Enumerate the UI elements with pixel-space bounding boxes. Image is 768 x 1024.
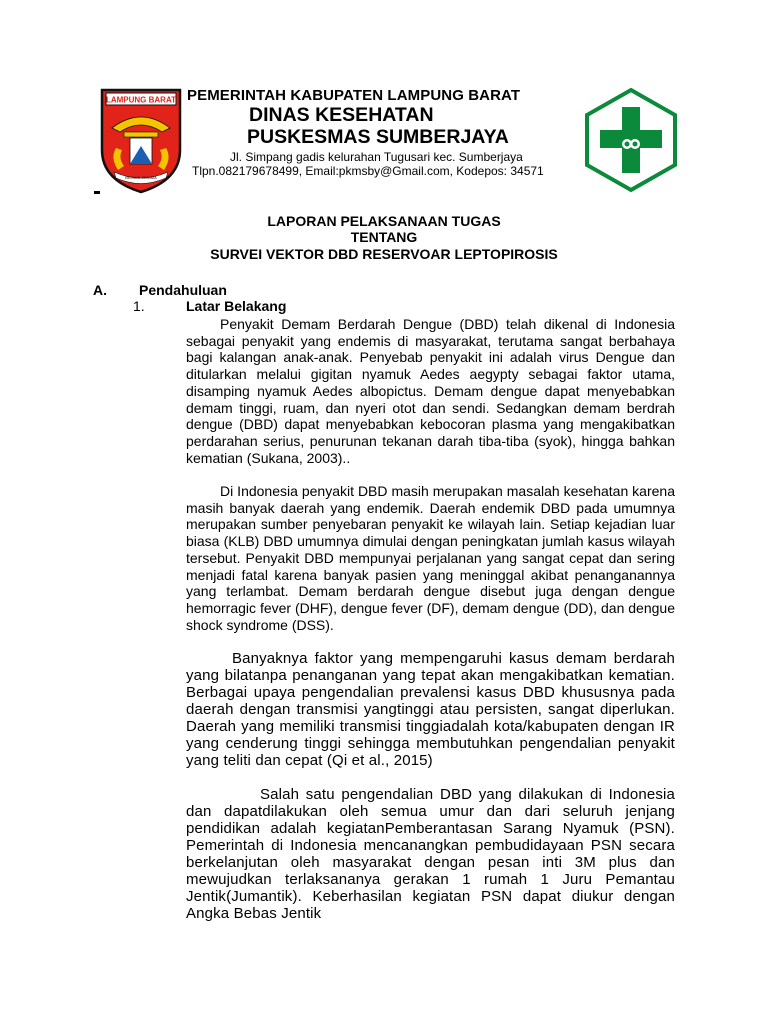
paragraph-3: Banyaknya faktor yang mempengaruhi kasus demam berdarah yang bilatanpa penanganan yang tepat akan mengakibatkan kematian. Berbagai upaya pengendalian prevalensi kasus DBD khususnya pada daerah dengan transmisi yangtinggi atau persisten, sangat diperlukan. Daerah yang memiliki transmisi tinggiadalah kota/kabupaten dengan IR yang cenderung tinggi sehingga membutuhkan pengendalian penyakit yang teliti dan cepat (Qi et al., 2015) [186,650,675,769]
report-title-line-1: LAPORAN PELAKSANAAN TUGAS [267,213,501,229]
emblem-label: LAMPUNG BARAT [105,95,177,105]
lampung-barat-emblem [100,88,182,194]
paragraph-2: Di Indonesia penyakit DBD masih merupakan masalah kesehatan karena masih banyak daerah yang endemik. Daerah endemik DBD pada umumnya merupakan sumber penyebaran penyakit ke wilayah lain. Setiap kejadian luar biasa (KLB) DBD umumnya dimulai dengan peningkatan jumlah kasus wilayah tersebut. Penyakit DBD mempunyai perjalanan yang sangat cepat dan sering menjadi fatal karena banyak pasien yang meninggal akibat penanganannya yang terlambat. Demam berdarah dengue disebut juga dengan dengue hemorragic fever (DHF), dengue fever (DF), demam dengue (DD), dan dengue shock syndrome (DSS). [186,483,675,633]
paragraph-4: Salah satu pengendalian DBD yang dilakukan di Indonesia dan dapatdilakukan oleh semua umur dan dari seluruh jenjang pendidikan adalah kegiatanPemberantasan Sarang Nyamuk (PSN). Pemerintah di Indonesia mencanangkan pembudidayaan PSN secara berkelanjutan oleh masyarakat dengan pesan inti 3M plus dan mewujudkan terlaksananya gerakan 1 rumah 1 Juru Pemantau Jentik(Jumantik). Keberhasilan kegiatan PSN dapat diukur dengan Angka Bebas Jentik [186,786,675,922]
government-name: PEMERINTAH KABUPATEN LAMPUNG BARAT [187,87,521,104]
section-letter: A. [93,282,107,298]
header-divider [94,191,100,194]
unit-name: PUSKESMAS SUMBERJAYA [247,126,509,148]
subsection-heading: Latar Belakang [186,298,287,314]
subsection-number: 1. [133,298,145,314]
agency-name: DINAS KESEHATAN [249,104,434,126]
report-title-line-2: TENTANG [350,229,418,245]
address-line: Jl. Simpang gadis kelurahan Tugusari kec. Sumberjaya [230,150,523,164]
contact-line: Tlpn.082179678499, Email:pkmsby@Gmail.com, Kodepos: 34571 [192,164,544,178]
puskesmas-logo [583,87,679,193]
section-heading: Pendahuluan [139,282,227,298]
paragraph-1: Penyakit Demam Berdarah Dengue (DBD) telah dikenal di Indonesia sebagai penyakit yang endemis di masyarakat, terutama sangat berbahaya bagi kalangan anak-anak. Penyebab penyakit ini adalah virus Dengue dan ditularkan melalui gigitan nyamuk Aedes aegypty sebagai faktor utama, disamping nyamuk Aedes albopictus. Demam dengue dapat menyebabkan demam tinggi, ruam, dan nyeri otot dan sendi. Sedangkan demam berdrah dengue (DBD) dapat menyebabkan kebocoran plasma yang mengakibatkan perdarahan serius, penurunan tekanan darah tiba-tiba (syok), hingga bahkan kematian (Sukana, 2003).. [186,316,675,466]
report-title-line-3: SURVEI VEKTOR DBD RESERVOAR LEPTOPIROSIS [210,246,558,262]
emblem-motto: BEGUAI JEJAMA [125,175,157,180]
